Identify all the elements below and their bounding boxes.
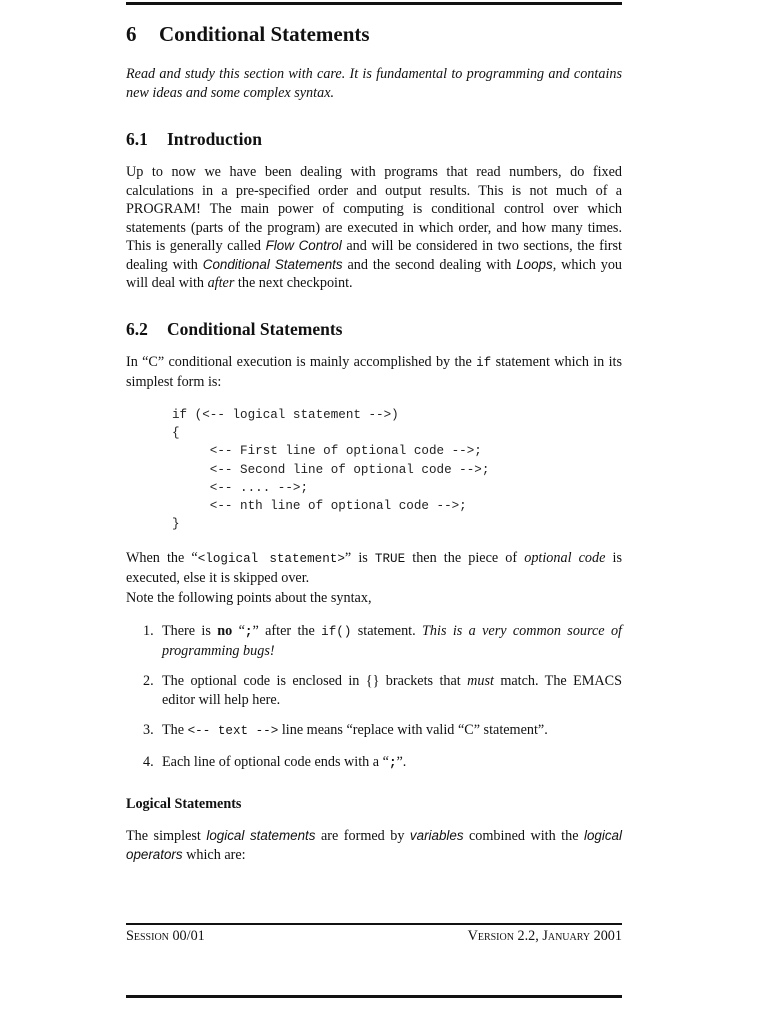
subsection-number: 6.1: [126, 129, 148, 149]
code-line: <-- First line of optional code -->;: [172, 444, 482, 459]
logical-paragraph: [126, 827, 622, 864]
section-heading: [126, 20, 370, 48]
emphasis-must: must: [467, 673, 494, 689]
section-lead: Read and study this section with care. It is fundamental to programming and contains new ideas and some complex syntax.: [126, 66, 622, 101]
logical-statements-heading: Logical Statements: [126, 796, 242, 812]
text-run: The simplest: [126, 828, 207, 844]
emphasis-optional-code: optional code: [524, 550, 606, 566]
text-run: editor will help here.: [162, 691, 281, 708]
inline-code-logical-statement: <logical statement>: [197, 552, 345, 566]
text-run: Each line of optional code ends with a “: [162, 753, 389, 770]
intro-paragraph: [126, 163, 622, 293]
subsection-title: Conditional Statements: [167, 319, 343, 339]
text-run: the next checkpoint.: [234, 275, 353, 291]
code-block: [172, 406, 489, 533]
emphasis-warning: This is a very common source of programming bugs!: [162, 623, 622, 659]
text-run: and will be considered in two sections, the first dealing with: [126, 238, 622, 273]
section-title: Conditional Statements: [159, 22, 370, 46]
list-marker: 1.: [143, 623, 154, 639]
list-marker: 3.: [143, 722, 154, 738]
code-line: <-- nth line of optional code -->;: [172, 499, 467, 514]
text-run: The: [162, 722, 188, 738]
subsection-title: Introduction: [167, 129, 262, 149]
section-number: 6: [126, 22, 137, 46]
text-run: and the second dealing with: [342, 256, 517, 273]
term-variables: variables: [409, 828, 464, 843]
code-line: }: [172, 517, 180, 532]
text-run: statement.: [351, 623, 423, 639]
text-run: is executed, else it is skipped over.: [126, 550, 622, 586]
inline-code-if-call: if(): [321, 625, 352, 639]
syntax-points-list: [126, 622, 622, 784]
text-run: “: [232, 623, 245, 639]
text-run: match. The: [493, 673, 574, 689]
text-run: In “C” conditional execution is mainly accomplished by the: [126, 354, 477, 370]
emacs-word: EMACS: [573, 673, 623, 689]
text-run: Up to now we have been dealing with programs that read numbers, do fixed calculations in a pre-specified order and output results. This is not much of a: [126, 164, 622, 199]
bottom-rule: [126, 995, 622, 998]
footer-rule: [126, 923, 622, 925]
cond-paragraph-3: Note the following points about the syntax,: [126, 590, 372, 606]
text-run: then the piece of: [405, 550, 525, 566]
text-run: are formed by: [315, 828, 410, 844]
cond-paragraph-2: [126, 549, 622, 587]
document-page: [126, 0, 622, 1024]
top-rule: [126, 2, 622, 5]
inline-code-semicolon: ;: [388, 755, 397, 770]
list-marker: 4.: [143, 753, 154, 770]
text-run: statement which in its simplest form is:: [126, 354, 623, 390]
text-run: ” is: [344, 550, 375, 566]
term-loops: Loops: [516, 256, 553, 272]
emphasis-after: after: [207, 275, 235, 291]
term-logical-operators: logical operators: [126, 828, 622, 862]
list-item: [126, 721, 622, 741]
text-run: , which you will deal with: [126, 256, 623, 291]
text-run: line means “replace with valid “C” statement”.: [278, 722, 548, 738]
text-run: ! The main power of computing is conditional control over which statements (parts of the program) are executed in which order, and how many times. This is generally called: [126, 201, 622, 254]
text-run: ”.: [396, 753, 407, 770]
inline-code-text: <-- text -->: [187, 724, 279, 738]
emphasis-no: no: [217, 623, 233, 639]
list-item: [126, 753, 622, 773]
list-item: [126, 672, 622, 709]
subsection-heading-intro: [126, 128, 262, 150]
list-item: [126, 622, 622, 660]
inline-code-if: if: [476, 356, 492, 370]
code-line: {: [172, 426, 180, 441]
text-run: combined with the: [463, 828, 584, 844]
code-line: <-- .... -->;: [172, 480, 309, 495]
subsection-heading-cond: [126, 318, 343, 340]
text-run: When the “: [126, 550, 198, 566]
term-conditional-statements: Conditional Statements: [202, 256, 343, 272]
term-logical-statements: logical statements: [206, 828, 316, 843]
term-flow-control: Flow Control: [265, 238, 342, 253]
footer-session: Session 00/01: [126, 928, 205, 944]
inline-code-true: TRUE: [374, 552, 406, 566]
text-run: which are:: [182, 846, 246, 863]
inline-code-semicolon: ;: [244, 625, 253, 639]
cond-paragraph-1: [126, 353, 622, 391]
list-marker: 2.: [143, 673, 154, 689]
footer-version: Version 2.2, January 2001: [467, 928, 622, 944]
program-word: PROGRAM: [126, 201, 197, 217]
subsection-number: 6.2: [126, 319, 148, 339]
text-run: ” after the: [252, 623, 322, 639]
code-line: <-- Second line of optional code -->;: [172, 462, 490, 477]
code-line: if (<-- logical statement -->): [172, 408, 399, 422]
text-run: There is: [162, 623, 218, 639]
text-run: The optional code is enclosed in {} brackets that: [162, 673, 468, 689]
